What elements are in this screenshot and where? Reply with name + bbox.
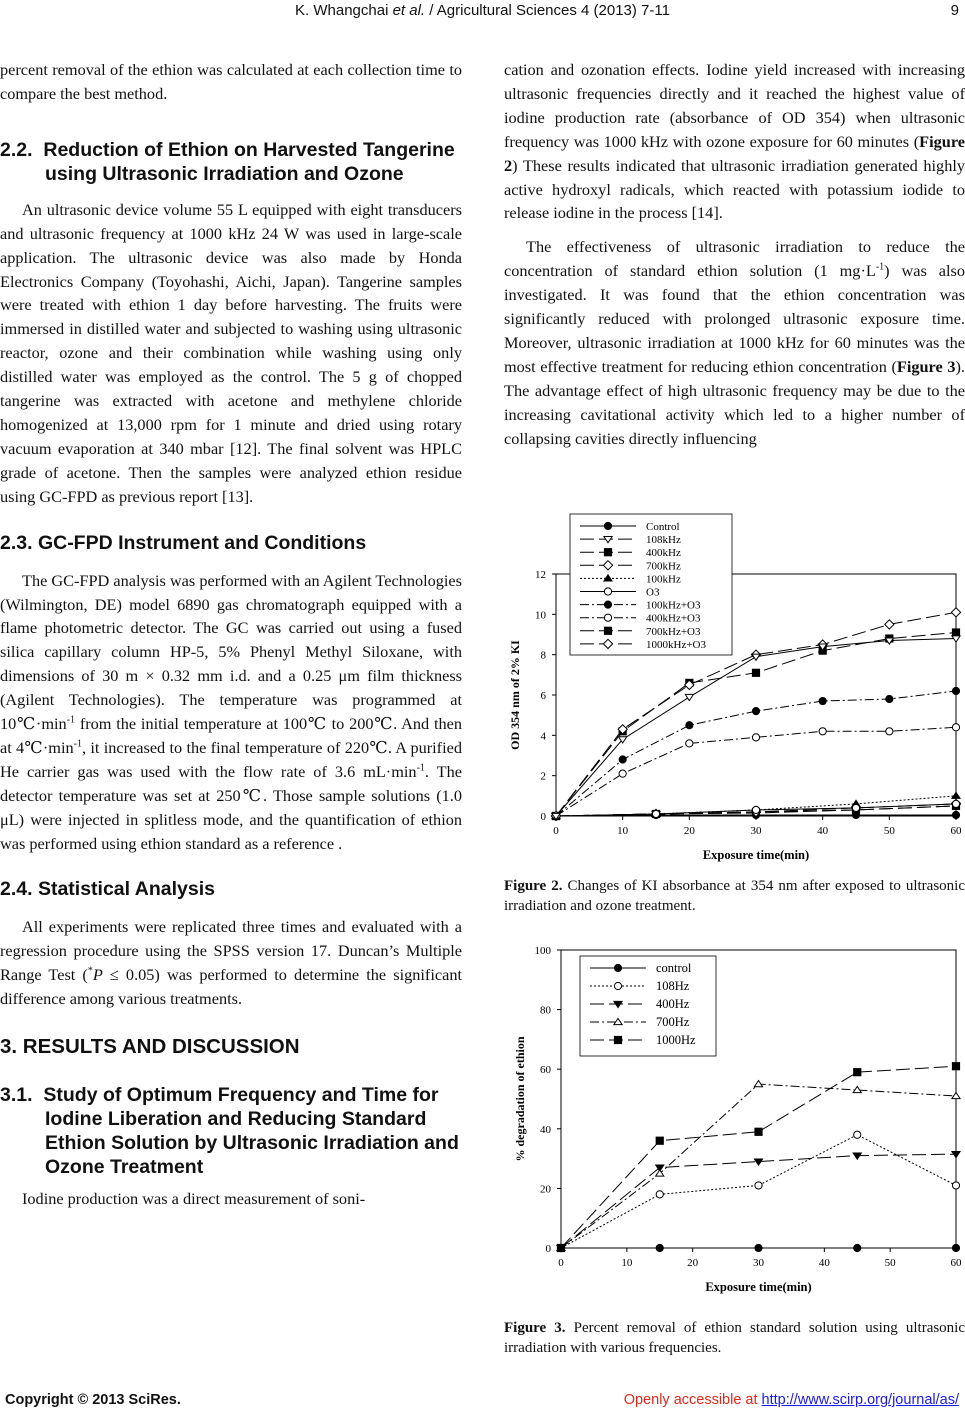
p24-p: P (92, 965, 103, 985)
data-point (885, 620, 894, 629)
legend (580, 956, 716, 1056)
legend-swatch-marker (604, 549, 611, 556)
paragraph-2-2: An ultrasonic device volume 55 L equipped with eight transducers and ultrasonic frequency at 1000 kHz 24 W was used in large-scale application. The ultrasonic device was also made by Honda Electronics Company (Toyohashi, Aichi, Japan). Tangerine samples were treated with ethion 1 day before harvesting. The fruits were immersed in distilled water and subjected to washing using ultrasonic reactor, ozone and their combination while washing using only distilled water was employed as the control. The 5 g of chopped tangerine was extracted with acetone and methylene chloride homogenized at 13,000 rpm for 1 minute and dried using rotary vacuum evaporation at 340 mbar [12]. The final solvent was HPLC grade of acetone. Then the samples were analyzed ethion residue using GC-FPD as previous report [13]. (0, 199, 462, 506)
data-point (752, 734, 759, 741)
data-point (754, 1159, 762, 1165)
x-tick-label: 20 (687, 1257, 699, 1269)
copyright: Copyright © 2013 SciRes. (5, 1392, 181, 1408)
data-point (854, 1069, 861, 1076)
p24-part-a: All experiments were replicated three times and evaluated with a regression procedure using the SPSS version 17. Duncan’s Multiple Range Test ( (0, 917, 462, 985)
series-control (557, 1244, 959, 1251)
x-tick-label: 50 (883, 825, 895, 837)
series-400hz (557, 1152, 960, 1252)
p-r2-sup: -1 (875, 261, 885, 273)
data-point (952, 811, 959, 818)
section-2-2-number: 2.2. (0, 138, 33, 161)
section-3-1-number: 3.1. (0, 1084, 33, 1107)
legend-box (580, 956, 716, 1056)
section-2-2-title: Reduction of Ethion on Harvested Tangerine using Ultrasonic Irradiation and Ozone (43, 138, 455, 185)
p24-part-b: ≤ 0.05) was performed to determine the significant difference among various treatments. (0, 965, 462, 1009)
p23-sup-1: -1 (66, 714, 76, 726)
p23-part-d: . The detector temperature was set at 250℃. Those sample solutions (1.0 μL) were injected in splitless mode, and the quantification of ethion was performed using ethion standard as a reference . (0, 761, 462, 853)
data-point (951, 608, 960, 617)
data-point (752, 654, 760, 660)
series-line (561, 1066, 956, 1248)
data-point (754, 1081, 762, 1087)
paragraph-2-3 (0, 569, 462, 856)
series-line (556, 639, 956, 816)
figure-2-chart (504, 506, 965, 872)
legend (570, 514, 732, 655)
paragraph-2-4 (0, 915, 462, 1011)
data-point (656, 1244, 663, 1251)
data-point (952, 1244, 959, 1251)
x-axis-label: Exposure time(min) (702, 848, 810, 862)
figure-3-caption-label: Figure 3. (504, 1320, 566, 1336)
figure-2-caption (504, 876, 965, 916)
data-point (886, 728, 893, 735)
data-point (686, 740, 693, 747)
data-point (557, 1244, 564, 1251)
section-2-2-heading (0, 138, 462, 186)
legend-swatch-marker (604, 588, 611, 595)
section-2-3-heading: 2.3. GC-FPD Instrument and Conditions (0, 531, 367, 554)
y-tick-label: 20 (540, 1183, 551, 1196)
p-r2-part-a: The effectiveness of ultrasonic irradiation to reduce the concentration of standard ethion solution (1 mg·L (504, 237, 965, 281)
y-tick-label: 100 (534, 945, 551, 957)
series-108hz (557, 1131, 959, 1251)
figure-2-caption-text: Changes of KI absorbance at 354 nm after exposed to ultrasonic irradiation and ozone treatment. (504, 878, 965, 914)
legend-label: 108kHz (646, 534, 681, 547)
figure-3-caption (504, 1318, 965, 1358)
data-point (952, 792, 960, 798)
paragraph-intro: percent removal of the ethion was calculated at each collection time to compare the best method. (0, 60, 462, 103)
open-access-note (624, 1392, 959, 1408)
running-title-author: K. Whangchai (295, 2, 389, 19)
data-point (952, 1063, 959, 1070)
left-column (0, 58, 462, 1211)
series-line (561, 1154, 956, 1248)
series-unlabeled-10 (552, 636, 960, 820)
y-tick-label: 0 (540, 811, 546, 823)
p23-part-b: from the initial temperature at 100℃ to 200℃. And then at 4℃·min (0, 714, 462, 757)
x-tick-label: 40 (817, 825, 829, 837)
y-tick-label: 80 (540, 1004, 551, 1017)
running-title-etal: et al. (392, 2, 426, 19)
legend-label: 700Hz (656, 1015, 690, 1029)
p23-part-a: The GC-FPD analysis was performed with an Agilent Technologies (Wilmington, DE) model 6890 gas chromatograph equipped with a flame photometric detector. The GC was carried out using a fused silica capillary column HP-5, 5% Phenyl Methyl Siloxane, with dimensions of 30 m × 0.32 mm i.d. and a 0.25 μm film thickness (Agilent Technologies). The temperature was programmed at 10℃·min (0, 570, 462, 734)
y-tick-label: 6 (540, 690, 546, 702)
open-access-label: Openly accessible at (623, 1392, 762, 1408)
y-tick-label: 0 (545, 1243, 551, 1255)
y-tick-label: 8 (540, 649, 546, 662)
y-tick-label: 2 (540, 770, 546, 783)
page-number: 9 (950, 2, 959, 19)
data-point (685, 694, 693, 700)
data-point (952, 800, 959, 807)
legend-swatch-marker (614, 1036, 621, 1043)
x-tick-label: 0 (553, 825, 559, 837)
x-tick-label: 30 (753, 1257, 764, 1269)
x-axis-label: Exposure time(min) (705, 1280, 812, 1294)
data-point (853, 1153, 861, 1159)
data-point (652, 810, 659, 817)
x-tick-label: 60 (950, 1257, 962, 1269)
legend-label: O3 (646, 586, 660, 599)
y-tick-label: 4 (540, 730, 546, 743)
figure-2-caption-label: Figure 2. (504, 878, 563, 894)
legend-label: 400Hz (656, 997, 690, 1011)
journal-link[interactable]: http://www.scirp.org/journal/as/ (761, 1392, 959, 1408)
x-tick-label: 50 (884, 1257, 896, 1269)
x-tick-label: 10 (617, 825, 629, 837)
p23-sup-3: -1 (416, 762, 425, 774)
data-point (952, 1182, 959, 1189)
section-2-4-heading: 2.4. Statistical Analysis (0, 878, 215, 901)
legend-swatch-marker (604, 627, 611, 634)
data-point (952, 687, 959, 694)
data-point (952, 629, 959, 636)
x-tick-label: 20 (683, 825, 695, 837)
data-point (854, 1131, 861, 1138)
section-3-1-title: Study of Optimum Frequency and Time for Iodine Liberation and Reducing Standard Ethion Solution by Ultrasonic Irradiation and Ozone Treatment (43, 1084, 459, 1179)
y-axis-label: % degradation of ethion (513, 1036, 527, 1162)
y-tick-label: 40 (540, 1123, 551, 1136)
paragraph-3-1: Iodine production was a direct measurement of soni- (22, 1189, 366, 1209)
series-100khz-o3 (552, 687, 959, 819)
series-1000hz (557, 1063, 959, 1252)
section-3-1-heading (0, 1083, 462, 1179)
y-axis-label: OD 354 nm of 2% KI (508, 640, 522, 750)
p23-sup-2: -1 (73, 738, 82, 750)
p23-part-c: , it increased to the final temperature of 220℃. A purified He carrier gas was used with the flow rate of 3.6 mL·min (0, 737, 462, 781)
data-point (952, 1092, 960, 1098)
data-point (854, 1244, 861, 1251)
p24-star: * (87, 965, 93, 977)
data-point (686, 722, 693, 729)
data-point (755, 1244, 762, 1251)
data-point (619, 756, 626, 763)
legend-label: 100kHz (646, 573, 681, 586)
p-r1-part-a: cation and ozonation effects. Iodine yield increased with increasing ultrasonic frequencies directly and it reached the highest value of iodine production rate (absorbance of OD 354) when ultrasonic frequency was 1000 kHz with ozone exposure for 60 minutes ( (504, 60, 965, 151)
running-title (0, 2, 965, 19)
y-tick-label: 60 (540, 1064, 551, 1077)
section-3-heading: 3. RESULTS AND DISCUSSION (0, 1035, 300, 1059)
legend-swatch-marker (614, 964, 621, 971)
data-point (752, 669, 759, 676)
data-point (752, 806, 759, 813)
page-footer (0, 1392, 965, 1414)
data-point (819, 728, 826, 735)
series-400khz-o3 (552, 724, 959, 820)
figure-2-ref: Figure 2 (504, 131, 965, 175)
data-point (752, 708, 759, 715)
legend-label: Control (646, 521, 680, 533)
legend-label: 700kHz (646, 560, 681, 573)
legend-swatch-marker (604, 522, 611, 529)
x-tick-label: 10 (621, 1257, 633, 1269)
data-point (656, 1137, 663, 1144)
data-point (952, 724, 959, 731)
legend-label: 100kHz+O3 (646, 599, 701, 612)
right-column (504, 58, 965, 451)
data-point (819, 697, 826, 704)
y-tick-label: 12 (535, 569, 546, 581)
running-title-journal: / Agricultural Sciences 4 (2013) 7-11 (425, 2, 670, 19)
legend-swatch-marker (604, 614, 611, 621)
data-point (619, 770, 626, 777)
paragraph-right-2 (504, 235, 965, 450)
data-point (852, 804, 859, 811)
paragraph-right-1 (504, 58, 965, 225)
legend-label: 400kHz+O3 (646, 612, 701, 625)
legend-label: 1000kHz+O3 (646, 638, 706, 651)
figure-3-ref: Figure 3 (896, 356, 956, 376)
x-tick-label: 30 (750, 825, 762, 837)
legend-label: 400kHz (646, 547, 681, 560)
x-tick-label: 40 (818, 1257, 830, 1269)
data-point (755, 1182, 762, 1189)
series-line (561, 1135, 956, 1248)
x-tick-label: 0 (558, 1257, 564, 1269)
figure-3-chart (504, 934, 965, 1308)
legend-swatch-marker (614, 982, 621, 989)
p-r2-part-c: ). The advantage effect of high ultrasonic frequency may be due to the increasing cavitational activity which led to a higher number of collapsing cavities directly influencing (504, 356, 965, 448)
data-point (755, 1128, 762, 1135)
y-tick-label: 10 (535, 609, 546, 622)
x-tick-label: 60 (950, 825, 962, 837)
p-r2-part-b: ) was also investigated. It was found that the ethion concentration was significantly reduced with prolonged ultrasonic exposure time. Moreover, ultrasonic irradiation at 1000 kHz for 60 minutes was the most effective treatment for reducing ethion concentration ( (504, 261, 965, 376)
legend-label: 1000Hz (656, 1033, 696, 1047)
p-r1-part-b: ) These results indicated that ultrasonic irradiation generated highly active hydroxyl radicals, which reacted with potassium iodide to release iodine in the process [14]. (504, 155, 965, 223)
legend-swatch-marker (604, 601, 611, 608)
running-header (0, 2, 965, 24)
data-point (656, 1191, 663, 1198)
figure-3-caption-text: Percent removal of ethion standard solution using ultrasonic irradiation with various frequencies. (504, 1320, 965, 1356)
legend-label: 108Hz (656, 979, 690, 993)
legend-label: 700kHz+O3 (646, 625, 701, 638)
data-point (886, 695, 893, 702)
legend-label: control (656, 961, 692, 975)
